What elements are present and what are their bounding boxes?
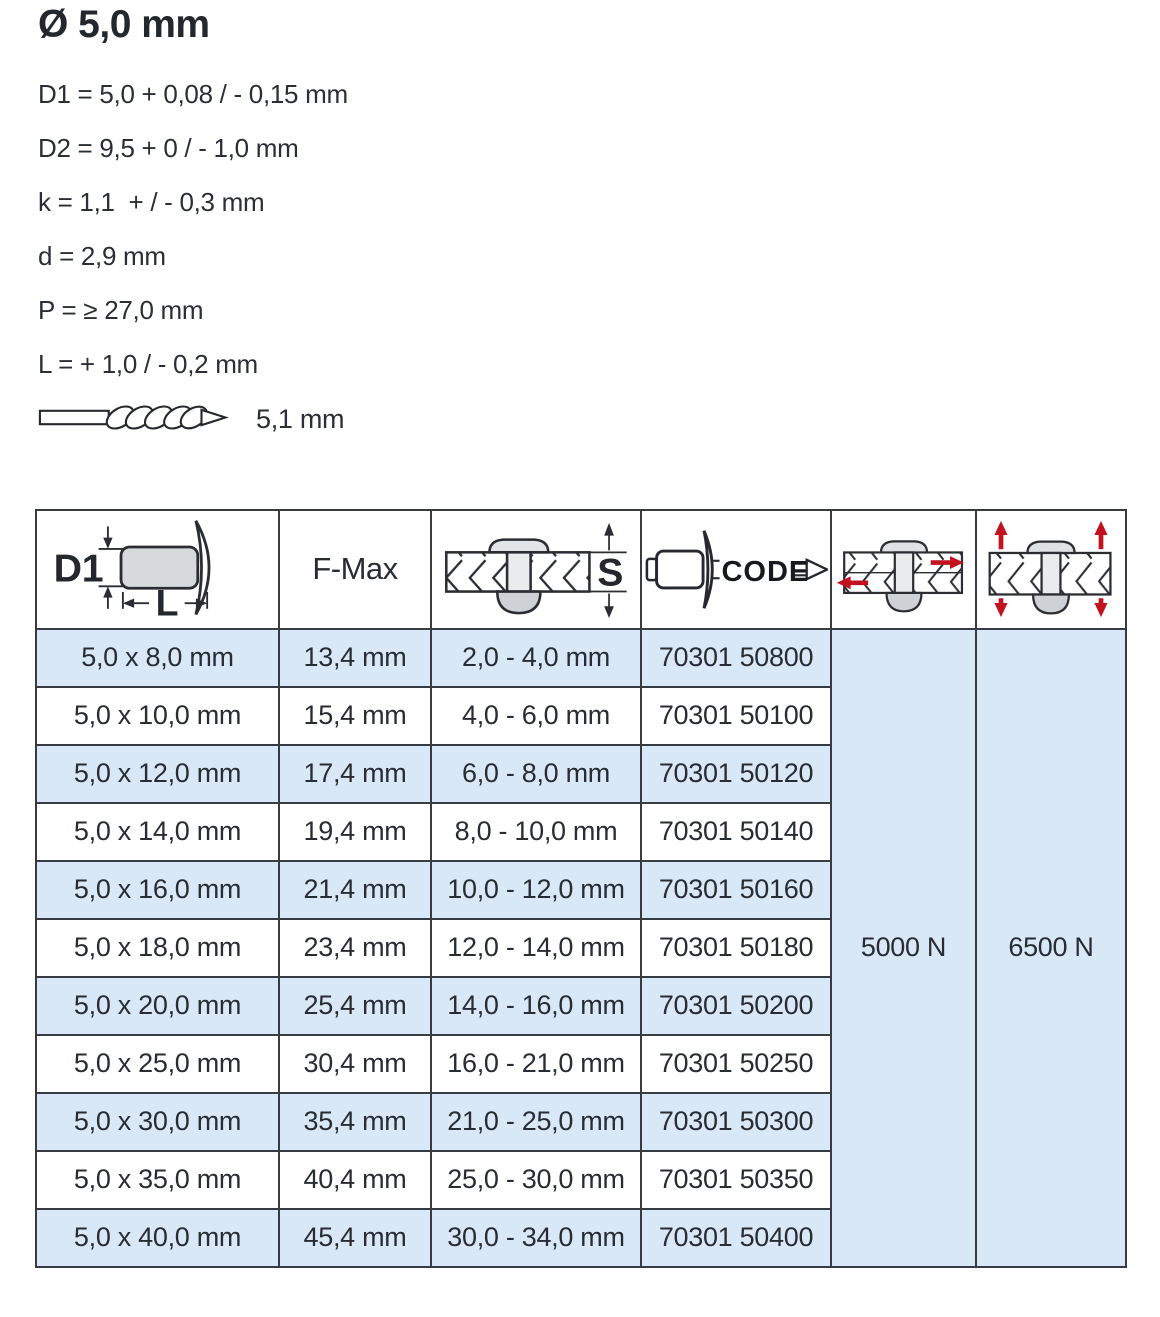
dim-cell: 5,0 x 10,0 mm bbox=[36, 687, 279, 745]
rivet-dimension-diagram-icon bbox=[37, 517, 278, 622]
code-cell: 70301 50180 bbox=[641, 919, 831, 977]
fmax-cell: 21,4 mm bbox=[279, 861, 431, 919]
dim-cell: 5,0 x 40,0 mm bbox=[36, 1209, 279, 1267]
grip-cell: 6,0 - 8,0 mm bbox=[431, 745, 641, 803]
spec-list bbox=[38, 67, 1160, 391]
code-cell: 70301 50160 bbox=[641, 861, 831, 919]
fmax-cell: 25,4 mm bbox=[279, 977, 431, 1035]
tensile-strength-diagram-icon bbox=[977, 519, 1125, 619]
dim-cell: 5,0 x 30,0 mm bbox=[36, 1093, 279, 1151]
code-rivet-diagram-icon bbox=[642, 523, 830, 616]
drill-diameter-value: 5,1 mm bbox=[256, 404, 345, 435]
code-cell: 70301 50300 bbox=[641, 1093, 831, 1151]
code-cell: 70301 50140 bbox=[641, 803, 831, 861]
drill-bit-icon bbox=[38, 401, 234, 439]
header-f-max bbox=[279, 510, 431, 629]
dim-cell: 5,0 x 25,0 mm bbox=[36, 1035, 279, 1093]
dim-cell: 5,0 x 20,0 mm bbox=[36, 977, 279, 1035]
rivet-size-table-wrap bbox=[35, 509, 1125, 1268]
fmax-cell: 15,4 mm bbox=[279, 687, 431, 745]
spec-d: d = 2,9 mm bbox=[38, 240, 166, 271]
code-cell: 70301 50100 bbox=[641, 687, 831, 745]
d1-dimension-label: D1 bbox=[53, 546, 103, 591]
grip-cell: 16,0 - 21,0 mm bbox=[431, 1035, 641, 1093]
grip-s-label: S bbox=[597, 552, 624, 596]
fmax-cell: 13,4 mm bbox=[279, 629, 431, 687]
shear-strength-diagram-icon bbox=[832, 521, 975, 617]
dim-cell: 5,0 x 8,0 mm bbox=[36, 629, 279, 687]
grip-range-diagram-icon bbox=[432, 519, 640, 619]
fmax-cell: 35,4 mm bbox=[279, 1093, 431, 1151]
grip-cell: 10,0 - 12,0 mm bbox=[431, 861, 641, 919]
grip-cell: 25,0 - 30,0 mm bbox=[431, 1151, 641, 1209]
l-dimension-label: L bbox=[155, 581, 178, 622]
code-cell: 70301 50400 bbox=[641, 1209, 831, 1267]
spec-d1: D1 = 5,0 + 0,08 / - 0,15 mm bbox=[38, 78, 348, 109]
fmax-cell: 19,4 mm bbox=[279, 803, 431, 861]
datasheet-header bbox=[0, 0, 1160, 441]
grip-cell: 12,0 - 14,0 mm bbox=[431, 919, 641, 977]
code-cell: 70301 50350 bbox=[641, 1151, 831, 1209]
spec-l: L = + 1,0 / - 0,2 mm bbox=[38, 348, 258, 379]
fmax-cell: 30,4 mm bbox=[279, 1035, 431, 1093]
table-header-row bbox=[36, 510, 1126, 629]
grip-cell: 2,0 - 4,0 mm bbox=[431, 629, 641, 687]
grip-cell: 8,0 - 10,0 mm bbox=[431, 803, 641, 861]
header-code bbox=[641, 510, 831, 629]
spec-k: k = 1,1 + / - 0,3 mm bbox=[38, 186, 265, 217]
fmax-cell: 23,4 mm bbox=[279, 919, 431, 977]
rivet-size-table bbox=[35, 509, 1127, 1268]
grip-cell: 4,0 - 6,0 mm bbox=[431, 687, 641, 745]
dim-cell: 5,0 x 35,0 mm bbox=[36, 1151, 279, 1209]
code-cell: 70301 50250 bbox=[641, 1035, 831, 1093]
tensile-strength-cell: 6500 N bbox=[976, 629, 1126, 1267]
fmax-cell: 45,4 mm bbox=[279, 1209, 431, 1267]
dim-cell: 5,0 x 16,0 mm bbox=[36, 861, 279, 919]
page-title: Ø 5,0 mm bbox=[38, 3, 210, 46]
dim-cell: 5,0 x 18,0 mm bbox=[36, 919, 279, 977]
grip-cell: 14,0 - 16,0 mm bbox=[431, 977, 641, 1035]
code-cell: 70301 50200 bbox=[641, 977, 831, 1035]
f-max-label: F-Max bbox=[312, 551, 398, 587]
dim-cell: 5,0 x 12,0 mm bbox=[36, 745, 279, 803]
grip-cell: 30,0 - 34,0 mm bbox=[431, 1209, 641, 1267]
fmax-cell: 17,4 mm bbox=[279, 745, 431, 803]
header-tensile-strength bbox=[976, 510, 1126, 629]
grip-cell: 21,0 - 25,0 mm bbox=[431, 1093, 641, 1151]
code-label: CODE bbox=[721, 556, 810, 589]
table-row bbox=[36, 629, 1126, 687]
header-shear-strength bbox=[831, 510, 976, 629]
spec-d2: D2 = 9,5 + 0 / - 1,0 mm bbox=[38, 132, 299, 163]
code-cell: 70301 50120 bbox=[641, 745, 831, 803]
shear-strength-cell: 5000 N bbox=[831, 629, 976, 1267]
code-cell: 70301 50800 bbox=[641, 629, 831, 687]
dim-cell: 5,0 x 14,0 mm bbox=[36, 803, 279, 861]
header-dimensions bbox=[36, 510, 279, 629]
drill-row bbox=[38, 399, 1160, 441]
fmax-cell: 40,4 mm bbox=[279, 1151, 431, 1209]
header-grip-range bbox=[431, 510, 641, 629]
spec-p: P = ≥ 27,0 mm bbox=[38, 294, 204, 325]
